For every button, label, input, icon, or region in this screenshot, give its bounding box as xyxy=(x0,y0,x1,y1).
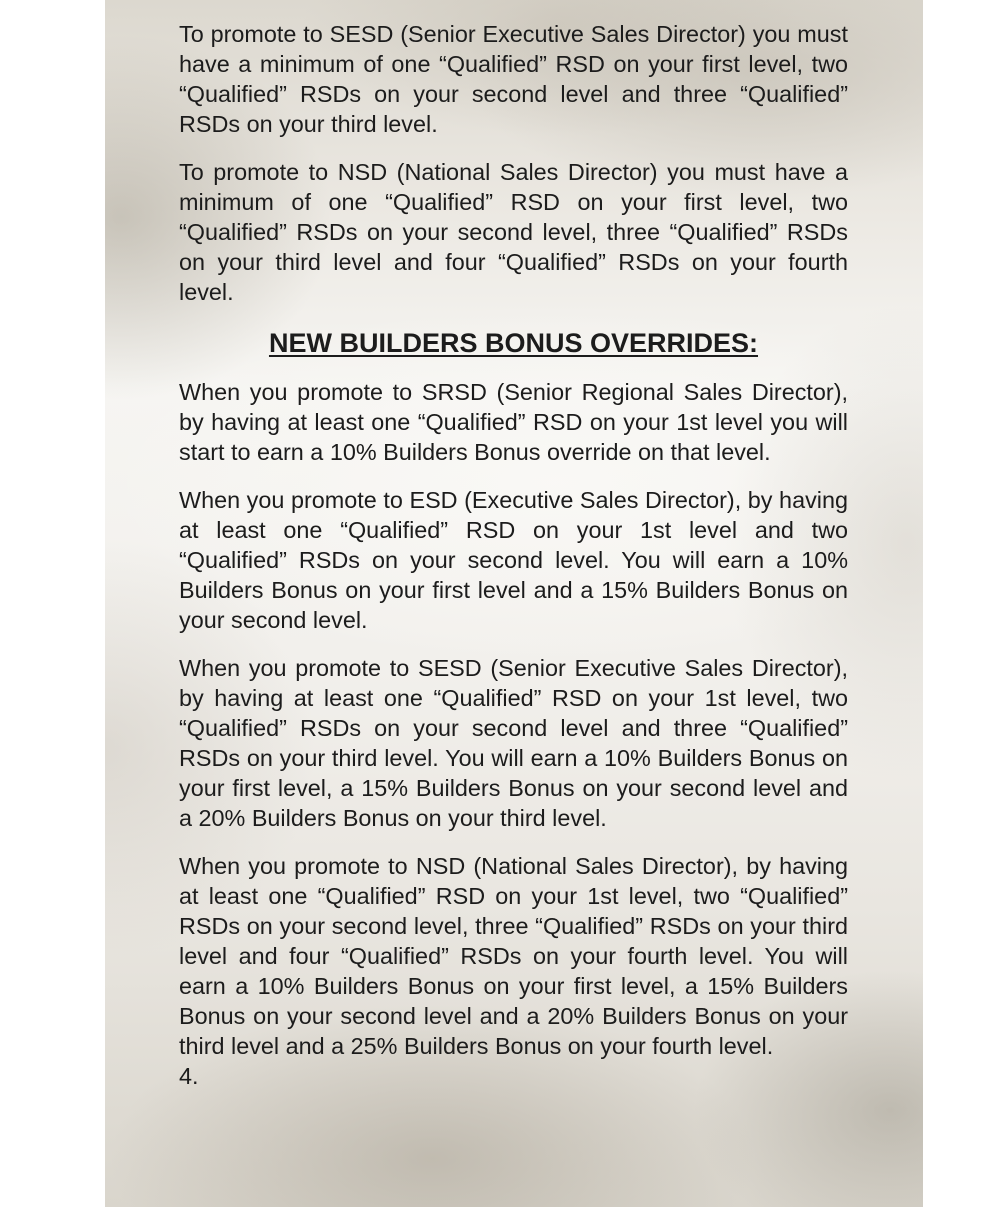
page-content xyxy=(179,19,848,1091)
document-page xyxy=(105,0,923,1207)
nsd-promotion-paragraph: To promote to NSD (National Sales Director) you must have a minimum of one “Qualified” RSD on your first level, two “Qualified” RSDs on your second level, three “Qualified” RSDs on your third level and four “Qualified” RSDs on your fourth level. xyxy=(179,159,848,305)
page-number: 4. xyxy=(179,1063,199,1089)
section-heading: NEW BUILDERS BONUS OVERRIDES: xyxy=(268,328,759,358)
sesd-promotion-paragraph: To promote to SESD (Senior Executive Sales Director) you must have a minimum of one “Qualified” RSD on your first level, two “Qualified” RSDs on your second level and three “Qualified” RSDs on your third level. xyxy=(179,21,848,137)
sesd-bonus-paragraph: When you promote to SESD (Senior Executive Sales Director), by having at least one “Qualified” RSD on your 1st level, two “Qualified” RSDs on your second level and three “Qualified” RSDs on your third level. You will earn a 10% Builders Bonus on your first level, a 15% Builders Bonus on your second level and a 20% Builders Bonus on your third level. xyxy=(179,655,848,831)
esd-bonus-paragraph: When you promote to ESD (Executive Sales Director), by having at least one “Qualified” RSD on your 1st level and two “Qualified” RSDs on your second level. You will earn a 10% Builders Bonus on your first level and a 15% Builders Bonus on your second level. xyxy=(179,487,848,633)
nsd-bonus-paragraph: When you promote to NSD (National Sales Director), by having at least one “Qualified” RSD on your 1st level, two “Qualified” RSDs on your second level, three “Qualified” RSDs on your third level and four “Qualified” RSDs on your fourth level. You will earn a 10% Builders Bonus on your first level, a 15% Builders Bonus on your second level and a 20% Builders Bonus on your third level and a 25% Builders Bonus on your fourth level. xyxy=(179,853,848,1059)
srsd-bonus-paragraph: When you promote to SRSD (Senior Regional Sales Director), by having at least one “Qualified” RSD on your 1st level you will start to earn a 10% Builders Bonus override on that level. xyxy=(179,379,848,465)
